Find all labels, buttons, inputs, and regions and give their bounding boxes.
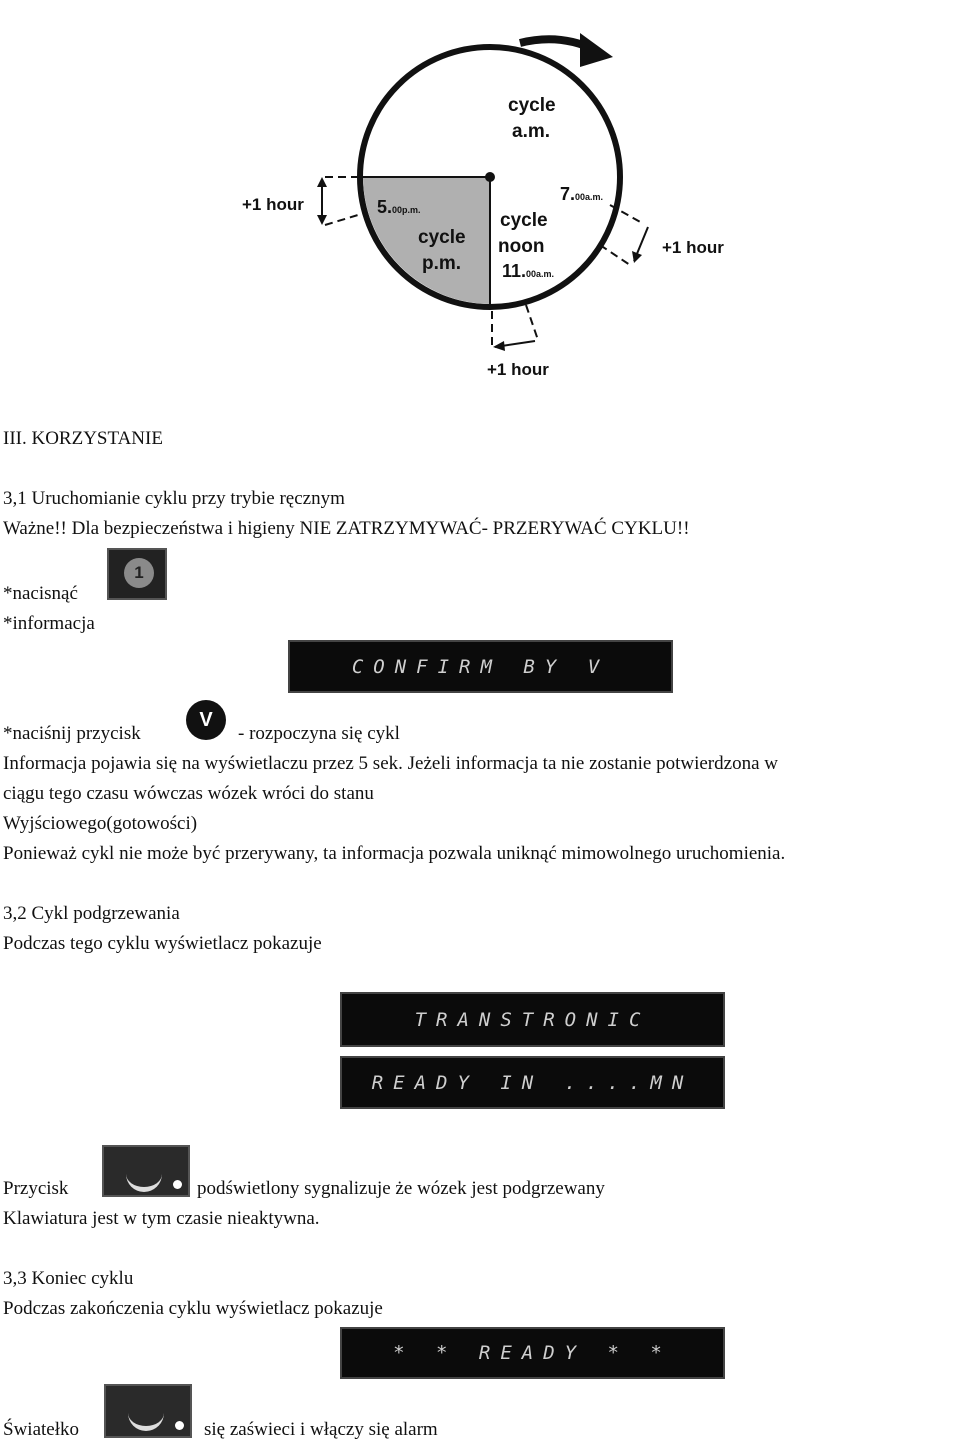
lcd-confirm-display [288, 640, 673, 693]
am-label: a.m. [512, 121, 551, 142]
noon-cycle-label: cycle [500, 210, 548, 231]
keyboard-inactive-text: Klawiatura jest w tym czasie nieaktywna. [3, 1208, 320, 1229]
lcd-ready-text: * * READY * * [393, 1342, 672, 1364]
s32-text: Podczas tego cyklu wyświetlacz pokazuje [3, 933, 322, 954]
button-lit-text: podświetlony sygnalizuje że wózek jest podgrzewany [197, 1178, 605, 1199]
key-1-circle: 1 [124, 558, 154, 588]
s32-title: 3,2 Cykl podgrzewania [3, 903, 180, 924]
alarm-light-button-image [104, 1384, 192, 1438]
pm-label: p.m. [422, 253, 462, 274]
heating-indicator-dot [173, 1180, 182, 1189]
hour-right-label: +1 hour [662, 238, 724, 257]
lcd-ready-in-text: READY IN ....MN [371, 1071, 694, 1094]
lcd-ready-display [340, 1327, 725, 1379]
cycle-starts-text: - rozpoczyna się cykl [238, 723, 400, 744]
s33-title: 3,3 Koniec cyklu [3, 1268, 134, 1289]
light-text: się zaświeci i włączy się alarm [204, 1419, 438, 1440]
lcd-ready-in-display [340, 1056, 725, 1109]
para2: Ponieważ cykl nie może być przerywany, ta informacja pozwala uniknąć mimowolnego uruchomienia. [3, 843, 786, 864]
noon-time: 11.00a.m. [502, 261, 555, 281]
pm-cycle-label: cycle [418, 227, 466, 248]
clock-center-dot [485, 172, 495, 182]
light-word: Światełko [3, 1419, 79, 1440]
key-v-button-image: V [186, 700, 226, 740]
am-cycle-label: cycle [508, 95, 556, 116]
press-button-label: *naciśnij przycisk [3, 723, 141, 744]
hour-left-label: +1 hour [242, 195, 304, 214]
hour-bottom-label: +1 hour [487, 360, 549, 379]
heating-button-image [102, 1145, 190, 1197]
cycle-clock-diagram [230, 15, 750, 385]
s33-text: Podczas zakończenia cyklu wyświetlacz pokazuje [3, 1298, 383, 1319]
lcd-transtronic-display [340, 992, 725, 1047]
para1-line2: ciągu tego czasu wówczas wózek wróci do stanu [3, 783, 374, 804]
alarm-indicator-dot [175, 1421, 184, 1430]
pm-time: 5.00p.m. [377, 197, 421, 217]
heating-steam-icon [126, 1165, 162, 1192]
alarm-steam-icon [128, 1404, 164, 1431]
press-label: *nacisnąć [3, 583, 78, 604]
button-word: Przycisk [3, 1178, 69, 1199]
para1-line3: Wyjściowego(gotowości) [3, 813, 198, 834]
s31-title: 3,1 Uruchomianie cyklu przy trybie ręcznym [3, 488, 345, 509]
s31-warning: Ważne!! Dla bezpieczeństwa i higieny NIE ZATRZYMYWAĆ- PRZERYWAĆ CYKLU!! [3, 518, 690, 539]
lcd-transtronic-text: TRANSTRONIC [414, 1008, 651, 1031]
section-title: III. KORZYSTANIE [3, 428, 163, 449]
am-time: 7.00a.m. [560, 184, 604, 204]
noon-label: noon [498, 236, 545, 257]
para1-line1: Informacja pojawia się na wyświetlaczu przez 5 sek. Jeżeli informacja ta nie zostanie potwierdzona w [3, 753, 778, 774]
info-label: *informacja [3, 613, 95, 634]
lcd-confirm-text: CONFIRM BY V [351, 655, 610, 678]
key-1-button-image [107, 548, 167, 600]
